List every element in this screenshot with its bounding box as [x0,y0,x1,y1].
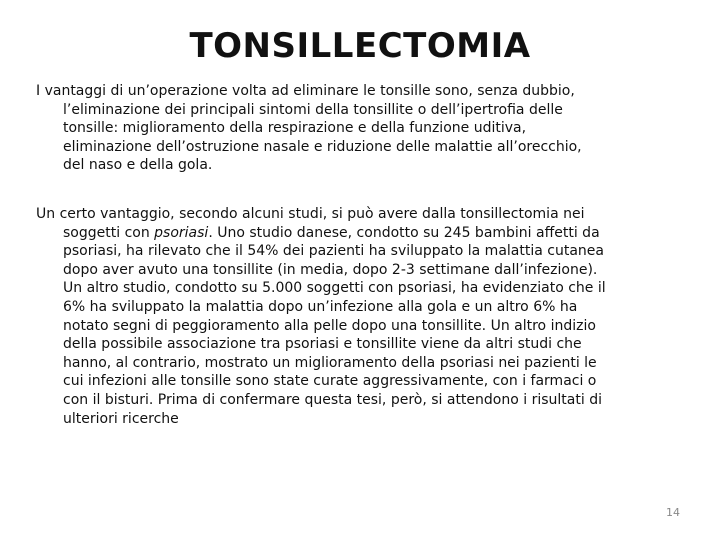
paragraph-advantages: I vantaggi di un’operazione volta ad eliminare le tonsille sono, senza dubbio, l’eliminazione dei principali sintomi della tonsillite o dell’ipertrofia delle tonsille: miglioramento della respirazione e della funzione uditiva, eliminazione dell’ostruzione nasale e riduzione delle malattie all’orecchio, del naso e della gola. [36,83,582,174]
page-number: 14 [666,506,680,519]
paragraph-psoriasis-text-end: . Uno studio danese, condotto su 245 bambini affetti da psoriasi, ha rilevato che il 54% dei pazienti ha sviluppato la malattia cutanea dopo aver avuto una tonsillite (in media, dopo 2-3 settimane dall’infezione). Un altro studio, condotto su 5.000 soggetti con psoriasi, ha evidenziato che il 6% ha sviluppato la malattia dopo un’infezione alla gola e un altro 6% ha notato segni di peggioramento alla pelle dopo una tonsillite. Un altro indizio della possibile associazione tra psoriasi e tonsillite viene da altri studi che hanno, al contrario, mostrato un miglioramento della psoriasi nei pazienti le cui infezioni alle tonsille sono state curate aggressivamente, con i farmaci o con il bisturi. Prima di confermare questa tesi, però, si attendono i risultati di ulteriori ricerche [63,224,606,427]
paragraph-psoriasis-text-start: Un certo vantaggio, secondo alcuni studi, si può avere dalla tonsillectomia nei soggetti con [36,206,585,241]
slide-title: TONSILLECTOMIA [189,26,531,66]
psoriasi-italic-term: psoriasi [154,224,209,241]
paragraph-psoriasis-studies [36,205,693,428]
